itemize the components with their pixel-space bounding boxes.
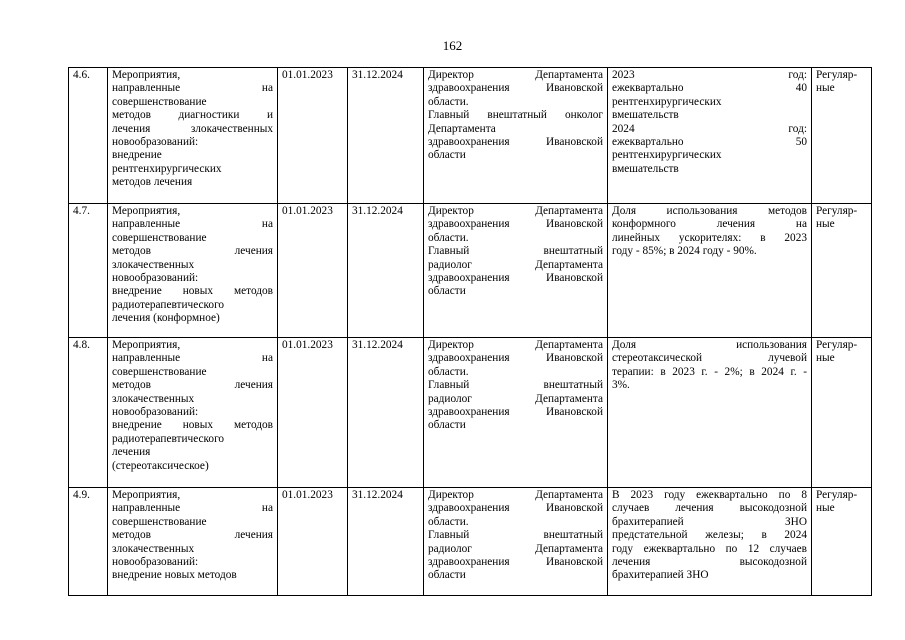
result-line: рентгенхирургических [612,149,722,162]
result-line: брахитерапией ЗНО [612,569,709,582]
table-row [69,338,872,488]
activity-line: направленные на [112,502,273,515]
result-line: ежеквартально 40 [612,82,807,95]
responsible-line: здравоохранения Ивановской [428,136,603,149]
end-date: 31.12.2024 [348,488,424,596]
result-line: брахитерапией ЗНО [612,515,807,528]
responsible-line: области [428,285,466,298]
result-line: 2024 год: [612,122,807,135]
result-line: лечения высокодозной [612,556,807,569]
result-line: стереотаксической лучевой [612,352,807,365]
responsible-line: Департамента [428,122,496,135]
activity-line: методов диагностики и [112,109,273,122]
result-cell [608,488,812,596]
start-date: 01.01.2023 [278,338,348,488]
result-line: предстательной железы; в 2024 [612,529,807,542]
measures-table [68,67,872,596]
activity-line: внедрение новых методов [112,569,237,582]
activity-cell [108,68,278,204]
responsible-line: области. [428,95,469,108]
item-number: 4.9. [69,488,108,596]
periodicity-cell [812,68,872,204]
result-line: Доля использования [612,339,807,351]
responsible-line: здравоохранения Ивановской [428,352,603,365]
result-line: вмешательств [612,109,679,122]
activity-line: методов лечения [112,529,273,542]
item-number: 4.6. [69,68,108,204]
activity-line: совершенствование [112,95,207,108]
periodicity-cell [812,488,872,596]
activity-line: совершенствование [112,365,207,378]
activity-line: направленные на [112,218,273,231]
end-date: 31.12.2024 [348,338,424,488]
table-row [69,68,872,204]
start-date: 01.01.2023 [278,488,348,596]
activity-line: совершенствование [112,515,207,528]
result-line: рентгенхирургических [612,95,722,108]
responsible-line: области [428,419,466,432]
table-row [69,204,872,338]
result-line: случаев лечения высокодозной [612,502,807,515]
responsible-line: здравоохранения Ивановской [428,82,603,95]
responsible-line: области. [428,231,469,244]
periodicity-line: ные [816,352,835,365]
activity-line: новообразований: [112,556,199,569]
result-line: году - 85%; в 2024 году - 90%. [612,245,757,258]
responsible-line: области [428,149,466,162]
result-line: ежеквартально 50 [612,136,807,149]
activity-line: внедрение новых методов [112,419,273,432]
responsible-line: здравоохранения Ивановской [428,406,603,419]
activity-line: Мероприятия, [112,205,181,217]
responsible-line: Директор Департамента [428,69,603,81]
responsible-line: здравоохранения Ивановской [428,218,603,231]
activity-line: внедрение [112,149,162,162]
page-number: 162 [442,38,463,53]
activity-line: рентгенхирургических [112,162,222,175]
activity-line: новообразований: [112,136,199,149]
responsible-line: Директор Департамента [428,339,603,351]
result-cell [608,204,812,338]
result-line: 2023 год: [612,69,807,81]
activity-line: злокачественных [112,258,195,271]
result-line: Доля использования методов [612,205,807,217]
activity-line: (стереотаксическое) [112,459,209,472]
responsible-line: Главный внештатный [428,529,603,542]
periodicity-line: Регуляр- [816,489,858,501]
activity-line: лечения злокачественных [112,122,273,135]
responsible-line: Главный внештатный [428,379,603,392]
responsible-line: здравоохранения Ивановской [428,556,603,569]
responsible-cell [424,338,608,488]
result-cell [608,338,812,488]
table-row [69,488,872,596]
result-line: вмешательств [612,162,679,175]
end-date: 31.12.2024 [348,68,424,204]
activity-line: внедрение новых методов [112,285,273,298]
periodicity-line: ные [816,218,835,231]
responsible-line: Главный внештатный онколог [428,109,603,122]
responsible-line: Директор Департамента [428,489,603,501]
responsible-cell [424,68,608,204]
result-line: конформного лечения на [612,218,807,231]
activity-line: лечения [112,446,151,459]
responsible-line: области. [428,365,469,378]
activity-line: радиотерапевтического [112,298,225,311]
result-line: году ежеквартально по 12 случаев [612,542,807,555]
result-line: линейных ускорителях: в 2023 [612,231,807,244]
responsible-line: радиолог Департамента [428,258,603,271]
activity-line: Мероприятия, [112,69,181,81]
responsible-cell [424,204,608,338]
result-cell [608,68,812,204]
activity-cell [108,488,278,596]
periodicity-line: Регуляр- [816,339,858,351]
start-date: 01.01.2023 [278,204,348,338]
responsible-line: здравоохранения Ивановской [428,272,603,285]
periodicity-cell [812,204,872,338]
result-line: 3%. [612,379,630,392]
activity-line: направленные на [112,82,273,95]
responsible-line: Главный внештатный [428,245,603,258]
periodicity-line: Регуляр- [816,69,858,81]
item-number: 4.7. [69,204,108,338]
result-line: В 2023 году ежеквартально по 8 [612,489,807,501]
activity-line: направленные на [112,352,273,365]
activity-cell [108,338,278,488]
activity-line: совершенствование [112,231,207,244]
responsible-line: области. [428,515,469,528]
responsible-line: области [428,569,466,582]
periodicity-line: ные [816,502,835,515]
responsible-line: радиолог Департамента [428,542,603,555]
periodicity-line: ные [816,82,835,95]
activity-line: методов лечения [112,379,273,392]
activity-line: лечения (конформное) [112,312,220,325]
activity-line: методов лечения [112,245,273,258]
activity-line: злокачественных [112,392,195,405]
periodicity-line: Регуляр- [816,205,858,217]
activity-line: Мероприятия, [112,339,181,351]
activity-line: Мероприятия, [112,489,181,501]
responsible-line: здравоохранения Ивановской [428,502,603,515]
activity-cell [108,204,278,338]
periodicity-cell [812,338,872,488]
result-line: терапии: в 2023 г. - 2%; в 2024 г. - [612,365,807,378]
activity-line: радиотерапевтического [112,432,225,445]
activity-line: новообразований: [112,406,199,419]
activity-line: новообразований: [112,272,199,285]
responsible-line: Директор Департамента [428,205,603,217]
responsible-cell [424,488,608,596]
item-number: 4.8. [69,338,108,488]
activity-line: методов лечения [112,176,193,189]
responsible-line: радиолог Департамента [428,392,603,405]
end-date: 31.12.2024 [348,204,424,338]
activity-line: злокачественных [112,542,195,555]
start-date: 01.01.2023 [278,68,348,204]
